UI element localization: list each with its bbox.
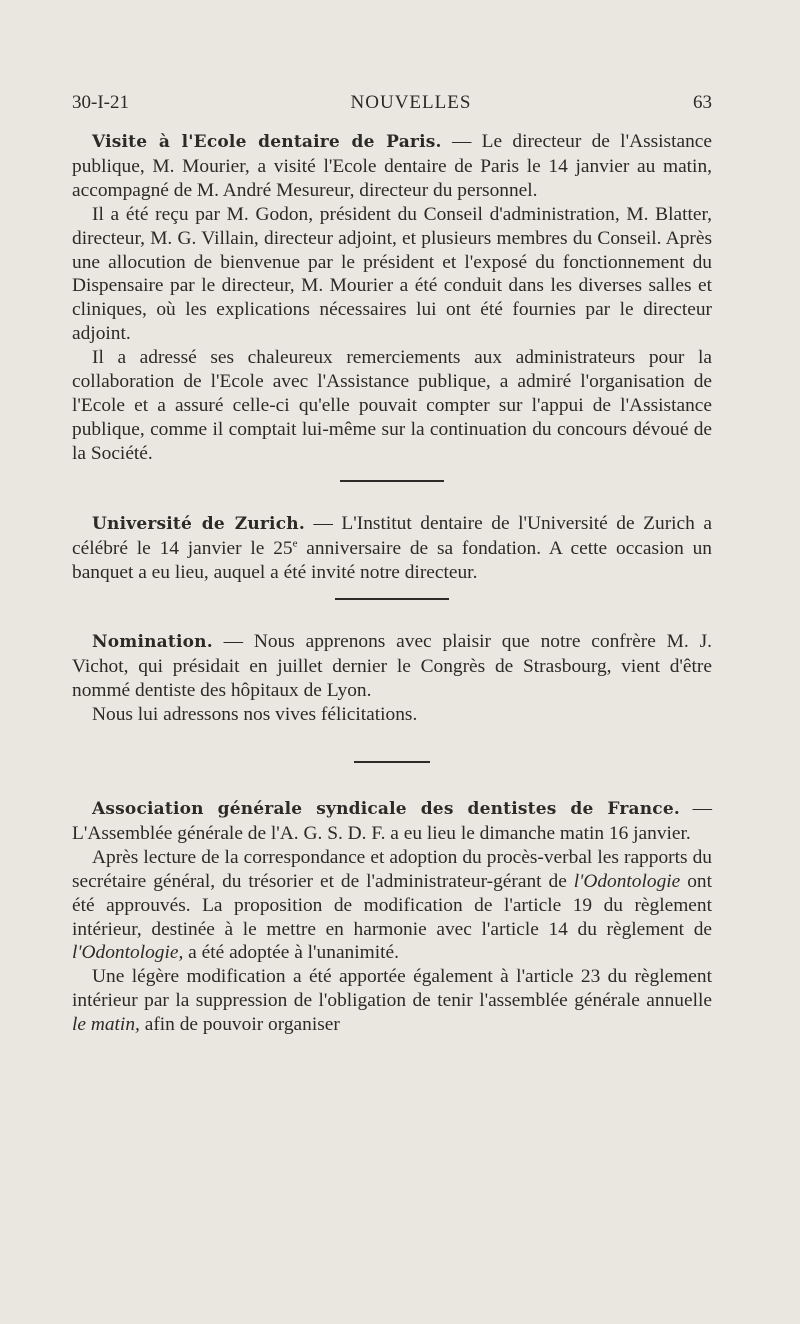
article-lead-text: — Nous apprenons avec plaisir que notre confrère M. J. Vichot, qui présidait en juillet dernier le Congrès de Strasbourg, vient d'être nommé dentiste des hôpitaux de Lyon.: [72, 631, 712, 702]
text-column: [72, 130, 712, 1037]
article-lead: [72, 512, 712, 585]
article-lead-text: — Le directeur de l'Assistance publique, M. Mourier, a visité l'Ecole dentaire de Paris le 14 janvier au matin, accompagné de M. André Mesureur, directeur du personnel.: [72, 131, 712, 201]
section-divider: [340, 480, 444, 482]
running-head: [72, 92, 712, 114]
journal-title: l'Odontologie,: [72, 942, 184, 964]
article-lead: [72, 630, 712, 703]
article-lead-text: — L'Assemblée générale de l'A. G. S. D. F. a eu lieu le dimanche matin 16 janvier.: [72, 798, 712, 844]
ordinal-superscript: e: [292, 537, 298, 550]
article-lead-text-cont: anniversaire de sa fondation. A cette occasion un banquet a eu lieu, auquel a été invité notre directeur.: [72, 537, 712, 583]
article-paragraph: Il a été reçu par M. Godon, président du Conseil d'administration, M. Blatter, directeur, M. G. Villain, directeur adjoint, et plusieurs membres du Conseil. Après une allocution de bienvenue par le président et l'exposé du fonctionnement du Dispensaire par le directeur, M. Mourier a été conduit dans les diverses salles et cliniques, où les explications nécessaires lui ont été fournies par le directeur adjoint.: [72, 203, 712, 345]
text-run: Une légère modification a été apportée également à l'article 23 du règlement intérieur par la suppression de l'obligation de tenir l'assemblée générale annuelle: [72, 966, 712, 1012]
article-paragraph: Nous lui adressons nos vives félicitations.: [92, 704, 418, 726]
article-heading: Nomination.: [92, 632, 213, 653]
section-divider: [335, 598, 449, 600]
section-divider: [354, 761, 430, 763]
text-run: afin de pouvoir organiser: [139, 1014, 340, 1036]
text-run: Après lecture de la correspondance et adoption du procès-verbal les rapports du secrétaire général, du trésorier et de l'administrateur-gérant de: [72, 846, 712, 892]
article-lead: [72, 130, 712, 203]
issue-date: 30-I-21: [72, 92, 129, 113]
article-heading: Visite à l'Ecole dentaire de Paris.: [92, 132, 442, 152]
article-paragraph: [72, 965, 712, 1037]
article-visite: [72, 130, 712, 466]
text-run: ont été approuvés. La proposition de modification de l'article 19 du règlement intérieur, destinée à le mettre en harmonie avec l'article 14 du règlement de: [72, 870, 712, 940]
section-title: NOUVELLES: [350, 92, 472, 113]
journal-title: l'Odontologie: [573, 870, 681, 892]
article-nomination: [72, 630, 712, 727]
article-zurich: [72, 512, 712, 585]
article-lead-text: — L'Institut dentaire de l'Université de Zurich a célébré le 14 janvier le 25: [72, 512, 712, 559]
article-association: [72, 797, 712, 1037]
text-run: a été adoptée à l'unanimité.: [183, 942, 399, 964]
article-paragraph: Il a adressé ses chaleureux remerciements aux administrateurs pour la collaboration de l'Ecole avec l'Assistance publique, a admiré l'organisation de l'Ecole et a assuré celle-ci qu'elle pouvait compter sur l'appui de l'Assistance publique, comme il comptait lui-même sur la continuation du concours dévoué de la Société.: [72, 347, 712, 464]
article-heading: Association générale syndicale des dentistes de France.: [92, 799, 680, 820]
article-lead: [72, 797, 712, 846]
page-number: 63: [693, 92, 712, 113]
article-paragraph: [72, 846, 712, 966]
emphasis: le matin,: [72, 1014, 140, 1036]
article-heading: Université de Zurich.: [92, 513, 305, 534]
